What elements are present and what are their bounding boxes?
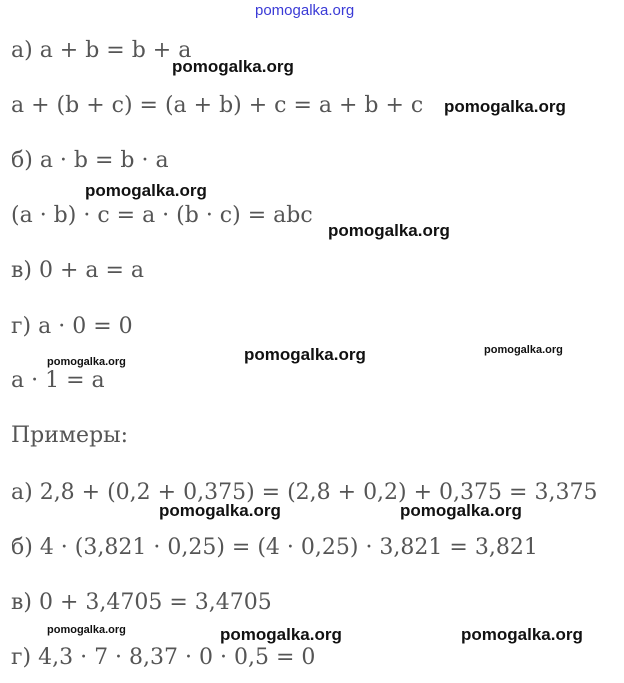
- watermark-4: pomogalka.org: [328, 221, 450, 240]
- formula-zero-addition: в) 0 + a = a: [11, 258, 145, 283]
- formula-associative-addition: a + (b + c) = (a + b) + c = a + b + c: [11, 93, 424, 118]
- watermark-8: pomogalka.org: [159, 501, 281, 520]
- example-d: г) 4,3 · 7 · 8,37 · 0 · 0,5 = 0: [11, 645, 316, 670]
- watermark-9: pomogalka.org: [400, 501, 522, 520]
- watermark-3: pomogalka.org: [85, 181, 207, 200]
- watermark-10: pomogalka.org: [47, 624, 126, 636]
- formula-associative-multiplication: (a · b) · c = a · (b · c) = abc: [11, 203, 313, 228]
- formula-zero-multiplication: г) a · 0 = 0: [11, 314, 133, 339]
- example-a: а) 2,8 + (0,2 + 0,375) = (2,8 + 0,2) + 0,375 = 3,375: [11, 480, 598, 505]
- watermark-5: pomogalka.org: [244, 345, 366, 364]
- example-c: в) 0 + 3,4705 = 3,4705: [11, 590, 272, 615]
- example-b: б) 4 · (3,821 · 0,25) = (4 · 0,25) · 3,821 = 3,821: [11, 535, 538, 560]
- watermark-11: pomogalka.org: [220, 625, 342, 644]
- watermark-12: pomogalka.org: [461, 625, 583, 644]
- examples-heading: Примеры:: [11, 423, 129, 448]
- watermark-7: pomogalka.org: [484, 344, 563, 356]
- site-watermark-top: pomogalka.org: [255, 2, 355, 19]
- formula-commutative-multiplication: б) a · b = b · a: [11, 148, 169, 173]
- formula-one-multiplication: a · 1 = a: [11, 368, 105, 393]
- formula-commutative-addition: а) a + b = b + a: [11, 38, 192, 63]
- watermark-6: pomogalka.org: [47, 356, 126, 368]
- watermark-1: pomogalka.org: [172, 57, 294, 76]
- watermark-2: pomogalka.org: [444, 97, 566, 116]
